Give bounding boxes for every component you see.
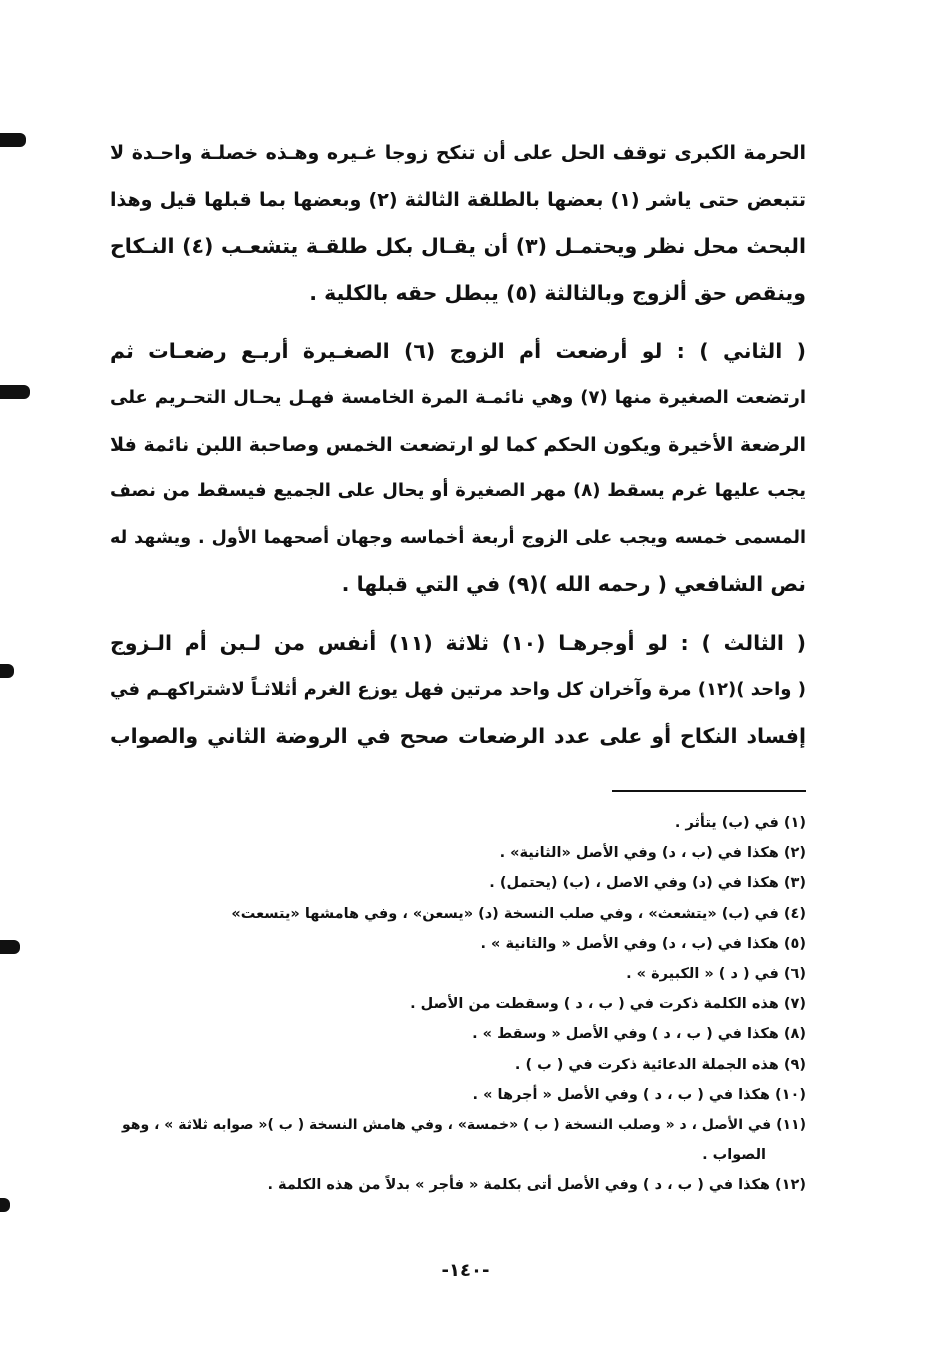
footnote: (١٠) هكذا في ( ب ، د ) وفي الأصل « أجرها » . [472,1086,806,1103]
text-line: تتبعض حتى ياشر (١) بعضها بالطلقة الثالثة (٢) وبعضها بما قبلها قيل وهذا [110,188,807,211]
footnote: (٢) هكذا في (ب ، د) وفي الأصل «الثانية» . [499,845,806,862]
binding-mark [0,1198,10,1212]
text-line: البحث محل نظر ويحتمـل (٣) أن يقـال بكل طلقـة يتشعـب (٤) النـكاح [110,234,806,259]
text-line: وينقص حق ألزوج وبالثالثة (٥) يبطل حقه بالكلية . [309,280,806,305]
paragraph [110,620,806,760]
text-line: يجب عليها غرم يسقط (٨) مهر الصغيرة أو يحال على الجميع فيسقط من نصف [110,480,807,502]
main-text [110,130,806,760]
footnotes [110,808,806,1201]
text-line: ( الثالث ) : لو أوجرهـا (١٠) ثلاثة (١١) أنفس من لـبن أم الـزوج [110,630,806,655]
footnote: (١١) في الأصل ، د « وصلب النسخة ( ب ) «خمسة» ، وفي هامش النسخة ( ب )« صوابه ثلاثة » ، وهو [122,1117,806,1134]
text-line: الرضعة الأخيرة ويكون الحكم كما لو ارتضعت الخمس وصاحبة اللبن نائمة فلا [110,433,806,456]
text-line: الحرمة الكبرى توقف الحل على أن تنكح زوجا غـيره وهـذه خصلـة واحـدة لا [110,142,806,164]
footnote: (٦) في ( د ) « الكبيرة » . [626,966,806,983]
text-line: إفساد النكاح أو على عدد الرضعات صحح في الروضة الثاني والصواب [110,724,806,749]
footnote: (٩) هذه الجملة الدعائية ذكرت في ( ب ) . [514,1056,806,1073]
footnote: (٣) هكذا في (د) وفي الاصل ، (ب) (يحتمل) . [489,875,806,892]
footnote: (٧) هذه الكلمة ذكرت في ( ب ، د ) وسقطت من الأصل . [410,996,806,1013]
footnote: (١) في (ب) يتأثر . [674,815,806,831]
footnote-continuation: الصواب . [702,1147,766,1164]
text-line: المسمى خمسه ويجب على الزوج أربعة أخماسه وجهان أصحهما الأول . ويشهد له [110,527,806,548]
page-number: -١٤٠- [441,1260,490,1281]
binding-mark [0,940,20,954]
footnote: (٨) هكذا في ( ب ، د ) وفي الأصل « وسقط » . [472,1026,806,1043]
text-line: ( الثاني ) : لو أرضعت أم الزوج (٦) الصغـيرة أربـع رضعـات ثم [110,339,806,364]
text-line: نص الشافعي ( رحمه الله )(٩) في التي قبلها . [341,572,806,597]
footnote: (١٢) هكذا في ( ب ، د ) وفي الأصل أتى بكلمة « فأجر » بدلاً من هذه الكلمة . [267,1177,806,1194]
footnote-divider [612,790,806,792]
binding-mark [0,385,30,399]
text-line: ارتضعت الصغيرة منها (٧) وهي نائمـة المرة الخامسة فهـل يحـال التحـريم على [110,386,807,408]
binding-mark [0,133,26,147]
paragraph [110,130,806,316]
binding-mark [0,664,14,678]
text-line: ( واحد )(١٢) مرة وآخران كل واحد مرتين فهل يوزع الغرم أثلاثـاً لاشتراكهـم في [110,678,806,700]
footnote: (٥) هكذا في (ب ، د) وفي الأصل « والثانية » . [480,935,806,952]
footnote: (٤) في (ب) «يتشعث» ، وفي صلب النسخة (د) «يسعن» ، وفي هامشها «يتسعت» [231,905,806,922]
paragraph [110,328,806,608]
